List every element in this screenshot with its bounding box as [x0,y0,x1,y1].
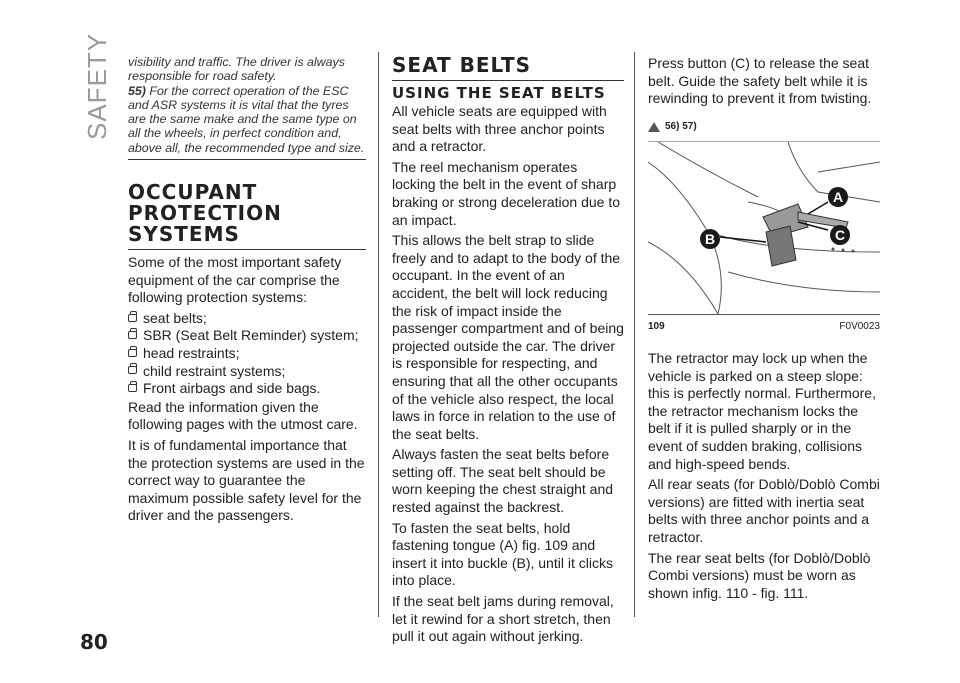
list-item-text: SBR (Seat Belt Reminder) system; [143,327,359,344]
figure-caption [648,318,880,336]
column-1 [128,55,366,528]
column-2 [392,55,624,649]
seat-icon [128,331,137,339]
heading-occupant-protection: OCCUPANT PROTECTION SYSTEMS [128,182,366,250]
note-text: For the correct operation of the ESC and ASR systems it is vital that the tyres are the same make and the same type on all the wheels, in perfect condition and, above all, the recommended type and size. [128,83,365,155]
list-item [128,310,366,328]
note-number: 55) [128,83,146,98]
list-item-text: head restraints; [143,345,240,362]
figure-label-b: B [704,231,716,248]
intro-paragraph: Some of the most important safety equipment of the car comprise the following protection systems: [128,254,342,306]
heading-seat-belts: SEAT BELTS [392,55,624,81]
subheading-using-seat-belts: USING THE SEAT BELTS [392,84,606,102]
protection-list [128,310,366,398]
section-label-text: SAFETY [82,32,112,140]
paragraph: If the seat belt jams during removal, let it rewind for a short stretch, then pull it out again without jerking. [392,593,614,645]
list-item-text: Front airbags and side bags. [143,380,321,397]
paragraph: Press button (C) to release the seat belt. Guide the safety belt while it is rewinding to prevent it from twisting. [648,55,872,107]
list-item [128,380,366,398]
column-3 [648,55,880,605]
seat-icon [128,314,137,322]
note-line-1: visibility and traffic. The driver is always responsible for road safety. [128,55,345,84]
seat-icon [128,384,137,392]
paragraph: This allows the belt strap to slide freely and to adapt to the body of the occupant. In the event of an accident, the belt will lock reducing the risk of impact inside the passenger compartment and of being projected outside the car. The driver is responsible for respecting, and ensuring that all the other occupants of the vehicle also respect, the local laws in force in relation to the use of the seat belts. [392,232,624,442]
list-item [128,327,366,345]
seat-icon [128,349,137,357]
paragraph: Always fasten the seat belts before setting off. The seat belt should be worn keeping the chest straight and rested against the backrest. [392,446,614,516]
list-item-text: child restraint systems; [143,362,286,379]
paragraph: All vehicle seats are equipped with seat belts with three anchor points and a retractor. [392,103,607,155]
list-item [128,363,366,381]
seat-icon [128,366,137,374]
paragraph: Read the information given the following pages with the utmost care. [128,398,358,433]
section-label [82,32,112,142]
list-item [128,345,366,363]
paragraph: It is of fundamental importance that the protection systems are used in the correct way to guarantee the maximum possible safety level for the driver and the passengers. [128,437,365,524]
page-number: 80 [80,630,108,654]
paragraph: The reel mechanism operates locking the belt in the event of sharp braking or strong deceleration due to an impact. [392,158,621,228]
paragraph: The rear seat belts (for Doblò/Doblò Combi versions) must be worn as shown infig. 110 - fig. 111. [648,549,871,601]
paragraph: To fasten the seat belts, hold fastening tongue (A) fig. 109 and insert it into buckle (B), until it clicks into place. [392,519,613,589]
warning-refs [648,118,880,136]
paragraph: All rear seats (for Doblò/Doblò Combi versions) are fitted with inertia seat belts with three anchor points and a retractor. [648,476,880,545]
warning-refs-text: 56) 57) [665,120,697,132]
seat-belt-illustration [648,142,880,314]
note-55 [128,84,366,155]
figure-109 [648,141,880,315]
paragraph: The retractor may lock up when the vehicle is parked on a steep slope: this is perfectly normal. Furthermore, the retractor mechanism locks the belt if it is pulled sharply or in the event of sudden braking, collisions and high-speed bends. [648,349,876,472]
warning-triangle-icon [648,122,660,132]
note-box [128,55,366,160]
column-divider [378,52,379,617]
list-item-text: seat belts; [143,309,207,326]
figure-label-c: C [834,227,846,244]
figure-code: F0V0023 [839,321,880,333]
figure-number: 109 [648,321,665,333]
column-divider [634,52,635,617]
figure-label-a: A [832,189,844,206]
